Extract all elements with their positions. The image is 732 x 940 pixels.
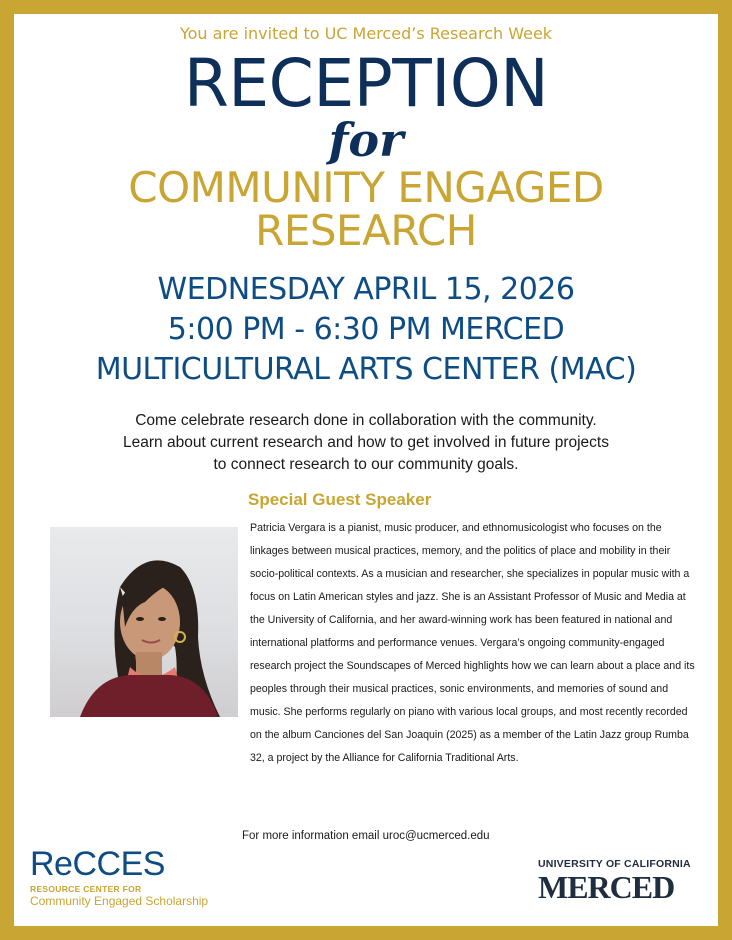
for-script: for [328,113,404,167]
intro-line-3: to connect research to our community goals. [213,456,519,473]
recces-logo-tagline: Community Engaged Scholarship [30,894,209,908]
event-subtitle [0,163,732,255]
uc-merced-logo [538,858,694,904]
event-details [0,270,732,390]
speaker-bio: Patricia Vergara is a pianist, music producer, and ethnomusicologist who focuses on the linkages between musical practices, memory, and the politics of place and mobility in their socio-political contexts. As a musician and researcher, she specializes in popular music with a focus on Latin American styles and jazz. She is an Assistant Professor of Music and Media at the University of California, and her award-winning work has been featured in national and international platforms and performance venues. Vergara’s ongoing community-engaged research project the Soundscapes of Merced highlights how we can learn about a place and its peoples through their musical practices, sonic environments, and memories of sound and music. She performs regularly on piano with various local groups, and most recently recorded on the album Canciones del San Joaquin (2025) as a member of the Latin Jazz group Rumba 32, a project by the Alliance for California Traditional Arts. [250,522,695,764]
recces-logo-subtitle: RESOURCE CENTER FOR [30,884,142,894]
recces-logo-name: ReCCES [30,845,165,883]
invite-line: You are invited to UC Merced’s Research Week [179,24,553,43]
intro-line-1: Come celebrate research done in collaboration with the community. [135,412,597,429]
speaker-photo [50,527,238,717]
contact-info: For more information email uroc@ucmerced.edu [242,830,490,842]
recces-logo [30,846,208,908]
speaker-portrait-illustration [50,527,238,717]
page-title: RECEPTION [183,45,549,122]
intro-text [0,410,732,476]
event-venue: MULTICULTURAL ARTS CENTER (MAC) [95,352,637,387]
subtitle-line-2: RESEARCH [255,206,477,255]
speaker-heading: Special Guest Speaker [248,490,432,509]
uc-logo-merced: MERCED [538,869,675,905]
intro-line-2: Learn about current research and how to get involved in future projects [123,434,609,451]
uc-logo-top: UNIVERSITY OF CALIFORNIA [538,858,691,870]
subtitle-line-1: COMMUNITY ENGAGED [128,163,604,212]
event-time: 5:00 PM - 6:30 PM MERCED [167,312,565,347]
event-date: WEDNESDAY APRIL 15, 2026 [157,272,575,307]
